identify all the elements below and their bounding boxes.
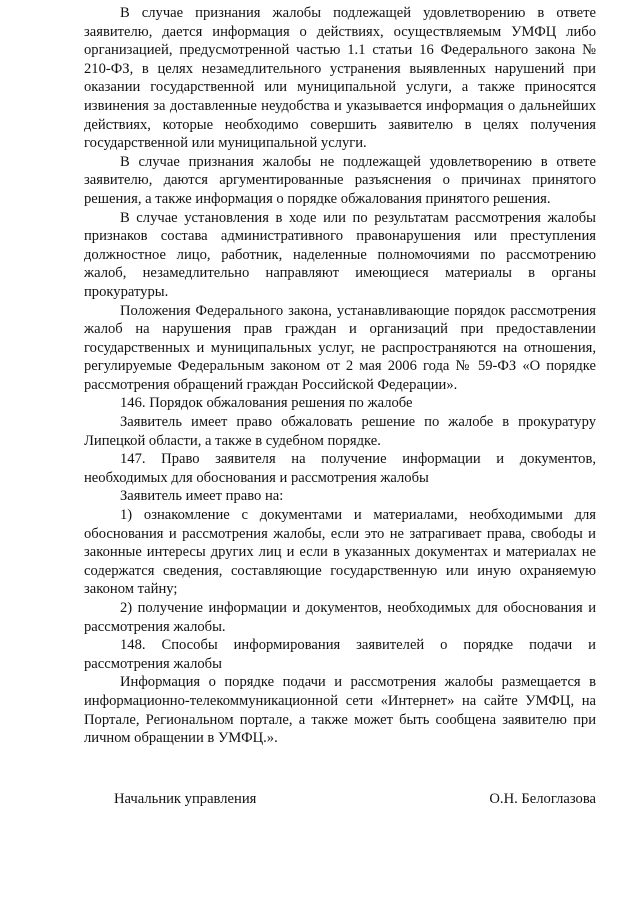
paragraph-negative-decision: В случае признания жалобы не подлежащей удовлетворению в ответе заявителю, даются аргументированные разъяснения о причинах принятого решения, а также информация о порядке обжалования принятого решения. [84,153,596,207]
signature-name: О.Н. Белоглазова [489,791,596,807]
document-body [84,4,596,748]
paragraph-applicant-rights-intro: Заявитель имеет право на: [120,488,284,505]
paragraph-federal-law-provisions: Положения Федерального закона, устанавливающие порядок рассмотрения жалоб на нарушения прав граждан и организаций при предоставлении государственных и муниципальных услуг, не распространяются на отношения, регулируемые Федеральным законом от 2 мая 2006 года № 59-ФЗ «О порядке рассмотрения обращений граждан Российской Федерации». [84,302,596,393]
section-heading-147: 147. Право заявителя на получение информации и документов, необходимых для обоснования и рассмотрения жалобы [84,451,596,486]
list-item-2: 2) получение информации и документов, необходимых для обоснования и рассмотрения жалобы. [84,600,596,635]
paragraph-appeal-rights: Заявитель имеет право обжаловать решение по жалобе в прокуратуру Липецкой области, а также в судебном порядке. [84,414,596,449]
section-heading-148: 148. Способы информирования заявителей о порядке подачи и рассмотрения жалобы [84,637,596,672]
signature-position: Начальник управления [114,791,257,807]
paragraph-information-methods: Информация о порядке подачи и рассмотрения жалобы размещается в информационно-телекоммуникационной сети «Интернет» на сайте УМФЦ, на Портале, Региональном портале, а также может быть сообщена заявителю при личном обращении в УМФЦ.». [84,674,596,747]
paragraph-positive-decision: В случае признания жалобы подлежащей удовлетворению в ответе заявителю, дается информация о действиях, осуществляемым УМФЦ либо организацией, предусмотренной частью 1.1 статьи 16 Федерального закона № 210-ФЗ, в целях незамедлительного устранения выявленных нарушений при оказании государственной или муниципальной услуги, а также приносятся извинения за доставленные неудобства и указывается информация о дальнейших действиях, которые необходимо совершить заявителю в целях получения государственной или муниципальной услуги. [84,5,596,152]
paragraph-offense-signs: В случае установления в ходе или по результатам рассмотрения жалобы признаков состава административного правонарушения или преступления должностное лицо, работник, наделенные полномочиями по рассмотрению жалоб, незамедлительно направляют имеющиеся материалы в органы прокуратуры. [84,209,596,300]
section-heading-146: 146. Порядок обжалования решения по жалобе [120,395,413,412]
signature-block [114,791,596,808]
list-item-1: 1) ознакомление с документами и материалами, необходимыми для обоснования и рассмотрения жалобы, если это не затрагивает права, свободы и законные интересы других лиц и если в указанных документах и материалах не содержатся сведения, составляющие государственную или иную охраняемую законом тайну; [84,507,596,598]
